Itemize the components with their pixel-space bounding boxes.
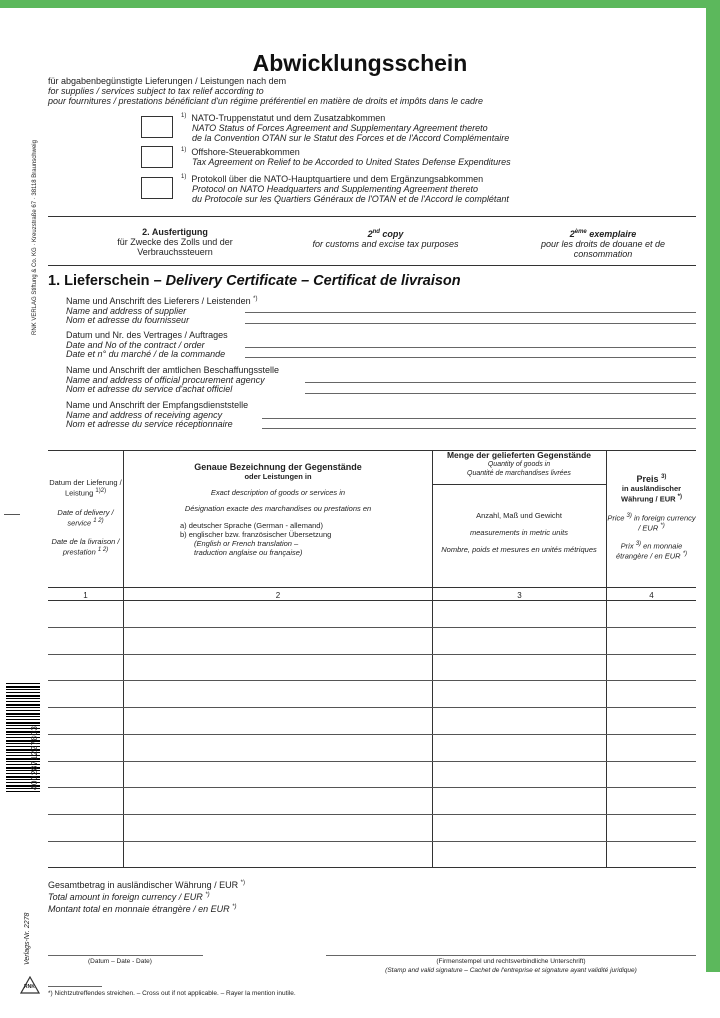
table-row[interactable] [48,707,696,708]
table-row[interactable] [48,734,696,735]
col-number-bottom-border [48,600,696,601]
field-contract: Datum und Nr. des Vertrages / Auftrages Date and No of the contract / order Date et n° du marché / de la commande [66,330,228,359]
publisher-logo: RNK [20,976,40,994]
procurement-input-line[interactable] [305,393,696,394]
stamp-label-en-fr: (Stamp and valid signature – Cachet de l'entreprise et signature ayant validité juridique) [385,967,637,974]
footnote: *) Nichtzutreffendes streichen. – Cross out if not applicable. – Rayer la mention inutile. [48,990,296,997]
table-bottom-border [48,867,696,868]
section-heading: 1. Lieferschein – Delivery Certificate – Certificat de livraison [48,273,461,289]
form-title: Abwicklungsschein [252,50,468,76]
table-row[interactable] [48,787,696,788]
date-line[interactable] [48,955,203,956]
supplier-input-line[interactable] [245,323,696,324]
top-color-bar [0,0,720,8]
checkbox-nato-status[interactable] [141,116,173,138]
contract-input-line[interactable] [245,357,696,358]
subtitle-fr: pour fournitures / prestations bénéficiant d'un régime préférentiel en matière de droits et impôts dans le cadre [48,96,483,106]
signature-line[interactable] [326,955,696,956]
field-receiving: Name und Anschrift der Empfangsdienststelle Name and address of receiving agency Nom et adresse du service réceptionnaire [66,400,249,429]
subtitle [48,76,483,106]
col-number-1: 1 [83,591,88,600]
table-row[interactable] [48,627,696,628]
table-row[interactable] [48,841,696,842]
total-amount-label: Gesamtbetrag in ausländischer Währung / EUR *) Total amount in foreign currency / EUR *) Montant total en monnaie étrangère / en EUR *) [48,880,245,914]
agreement-nato-hq: $^{1)}$ Protokoll über die NATO-Hauptquartiere und dem Ergänzungsabkommen Protocol on NATO Headquarters and Supplementing Agreement thereto du Protocole sur les Quartiers Généraux de l'OTAN et de l'Accord le complétant [181,174,509,204]
field-supplier: Name und Anschrift des Lieferers / Leistenden *) Name and address of supplier Nom et adresse du fournisseur [66,296,258,325]
stamp-label-de: (Firmenstempel und rechtsverbindliche Unterschrift) [436,958,586,965]
fold-mark [4,514,20,515]
receiving-input-line[interactable] [262,428,696,429]
contract-input-line[interactable] [245,347,696,348]
right-color-bar [706,0,720,972]
col1-header: Datum der Lieferung / Leistung $^{1)2)}$ Date of delivery / service $^{1 2)}$ Date de la livraison / prestation $^{1 2)}$ [49,478,122,557]
receiving-input-line[interactable] [262,418,696,419]
barcode-number: 4002871227803 [30,725,39,790]
footnote-divider [48,986,102,987]
agreement-offshore: $^{1)}$ Offshore-Steuerabkommen Tax Agreement on Relief to be Accorded to United States Defense Expenditures [181,147,511,167]
divider [48,265,696,266]
col-number-3: 3 [517,591,522,600]
field-procurement: Name und Anschrift der amtlichen Beschaffungsstelle Name and address of official procurement agency Nom et adresse du service d'achat officiel [66,365,279,394]
copy-de: 2. Ausfertigung für Zwecke des Zolls und der Verbrauchssteuern [117,227,233,257]
table-row[interactable] [48,654,696,655]
divider [48,216,696,217]
col3-header: Menge der gelieferten Gegenstände Quantity of goods in Quantité de marchandises livrées [446,450,592,477]
table-row[interactable] [48,761,696,762]
col2-header: Genaue Bezeichnung der Gegenstände oder Leistungen in Exact description of goods or services in Désignation exacte des marchandises ou prestations en a) deutscher Sprache (German - allemand) b) englischer bzw. französischer Übersetzung (English or French translation – traduction anglaise ou française) [180,462,372,557]
procurement-input-line[interactable] [305,382,696,383]
publisher-address-vertical: RNK VERLAG Stiftung & Co. KG · Kreuzstraße 67 · 38118 Braunschweig [32,140,38,335]
agreement-nato-status: $^{1)}$ NATO-Truppenstatut und dem Zusatzabkommen NATO Status of Forces Agreement and Supplementary Agreement thereto de la Convention OTAN sur le Statut des Forces et de l'Accord Complémentaire [181,113,510,143]
col3-subheader: Anzahl, Maß und Gewicht measurements in metric units Nombre, poids et mesures en unités métriques [441,511,597,554]
checkbox-offshore[interactable] [141,146,173,168]
col-number-2: 2 [275,591,281,600]
table-row[interactable] [48,814,696,815]
supplier-input-line[interactable] [245,312,696,313]
col-number-4: 4 [649,591,654,600]
col4-header: Preis $^{3)}$ in ausländischer Währung / EUR *) Price $^{3)}$ in foreign currency / EUR *) Prix $^{3)}$ en monnaie étrangère / en EUR *) [607,474,696,561]
subtitle-de: für abgabenbegünstigte Lieferungen / Leistungen nach dem [48,76,287,86]
header-bottom-border [48,587,696,588]
col3-subdivider [432,484,606,485]
table-row[interactable] [48,680,696,681]
date-label: (Datum – Date - Date) [88,958,152,965]
publisher-number: Verlags-Nr. 2278 [24,912,31,965]
subtitle-en: for supplies / services subject to tax relief according to [48,86,264,96]
checkbox-nato-hq[interactable] [141,177,173,199]
copy-fr: 2ème exemplaire pour les droits de douane et de consommation [540,229,666,259]
copy-en: 2nd copy for customs and excise tax purposes [312,229,459,249]
